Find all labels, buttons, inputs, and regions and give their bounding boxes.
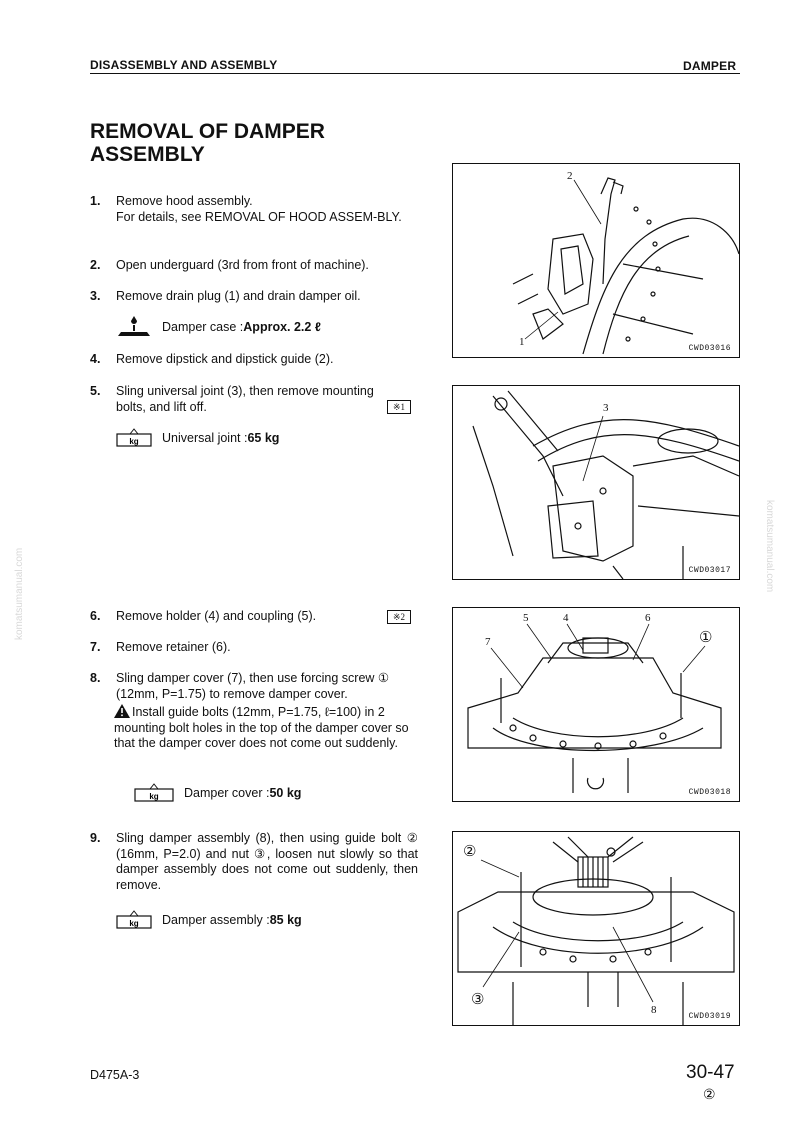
weight-icon-text: kg	[129, 919, 139, 928]
figure-4	[452, 831, 740, 1026]
callout-label: ①	[699, 630, 713, 646]
step-number: 3.	[90, 289, 101, 303]
figure-code: CWD03018	[688, 788, 731, 797]
section-header: DISASSEMBLY AND ASSEMBLY	[90, 58, 278, 72]
step-3	[90, 289, 420, 305]
oil-drain-icon	[116, 314, 152, 340]
step-number: 2.	[90, 258, 101, 272]
callout-label: ②	[463, 844, 477, 860]
assembly-value: 85 kg	[269, 913, 302, 927]
weight-icon	[134, 783, 174, 803]
joint-label: Universal joint :	[162, 431, 248, 445]
figure-2	[452, 385, 740, 580]
figure-code: CWD03017	[688, 566, 731, 575]
figure-code: CWD03019	[688, 1012, 731, 1021]
figure-4-drawing	[453, 832, 739, 1025]
step-number: 4.	[90, 352, 101, 366]
callout-label: ③	[471, 992, 485, 1008]
step-text: Remove holder (4) and coupling (5).	[116, 609, 317, 623]
step-8-warning	[114, 704, 424, 752]
step-number: 8.	[90, 671, 101, 685]
warning-icon	[114, 704, 130, 718]
watermark-right: komatsumanual.com	[764, 500, 775, 593]
footer-model: D475A-3	[90, 1068, 140, 1082]
cover-label: Damper cover :	[184, 786, 270, 800]
header-rule	[90, 73, 740, 74]
step-text: Sling universal joint (3), then remove mounting bolts, and lift off.	[116, 384, 374, 414]
reference-mark: ※2	[387, 610, 411, 624]
step-number: 5.	[90, 384, 101, 398]
step-number: 9.	[90, 831, 101, 845]
step-text: Remove dipstick and dipstick guide (2).	[116, 352, 334, 366]
step-9	[90, 831, 420, 893]
weight-icon-text: kg	[129, 437, 139, 446]
page-title: REMOVAL OF DAMPER ASSEMBLY	[90, 120, 325, 166]
callout-label: 2	[567, 170, 573, 182]
callout-label: 1	[519, 336, 525, 348]
reference-mark: ※1	[387, 400, 411, 414]
step-text: Sling damper assembly (8), then using guide bolt ② (16mm, P=2.0) and nut ③, loosen nut slowly so that damper assembly does not come out suddenly, then remove.	[116, 831, 418, 892]
figure-1-drawing	[453, 164, 739, 357]
cover-weight-note	[134, 783, 301, 803]
figure-2-drawing	[453, 386, 739, 579]
watermark-left: komatsumanual.com	[14, 547, 25, 640]
figure-3-drawing	[453, 608, 739, 801]
step-4	[90, 352, 420, 368]
cover-value: 50 kg	[269, 786, 302, 800]
step-text: Open underguard (3rd from front of machine).	[116, 258, 369, 272]
callout-label: 5	[523, 612, 529, 624]
step-text: Remove hood assembly. For details, see REMOVAL OF HOOD ASSEM-BLY.	[116, 194, 402, 224]
weight-icon-text: kg	[149, 792, 159, 801]
step-number: 6.	[90, 609, 101, 623]
assembly-weight-note	[116, 910, 302, 930]
step-text: Remove retainer (6).	[116, 640, 231, 654]
step-6	[90, 609, 420, 625]
weight-icon	[116, 428, 152, 448]
callout-label: 6	[645, 612, 651, 624]
figure-1	[452, 163, 740, 358]
footer-revision: ②	[703, 1086, 716, 1102]
oil-value: Approx. 2.2 ℓ	[243, 320, 321, 334]
step-2	[90, 258, 420, 274]
oil-capacity-note	[116, 314, 321, 340]
step-text: Sling damper cover (7), then use forcing screw ① (12mm, P=1.75) to remove damper cover.	[116, 671, 390, 701]
step-number: 7.	[90, 640, 101, 654]
callout-label: 7	[485, 636, 491, 648]
step-1	[90, 194, 420, 225]
figure-3	[452, 607, 740, 802]
callout-label: 8	[651, 1004, 657, 1016]
step-number: 1.	[90, 194, 101, 208]
step-5	[90, 384, 420, 415]
footer-page-number: 30-47	[686, 1062, 735, 1083]
assembly-label: Damper assembly :	[162, 913, 270, 927]
step-8	[90, 671, 420, 702]
weight-icon	[116, 910, 152, 930]
joint-weight-note	[116, 428, 279, 448]
oil-label: Damper case :	[162, 320, 244, 334]
step-text: Remove drain plug (1) and drain damper oil.	[116, 289, 361, 303]
figure-code: CWD03016	[688, 344, 731, 353]
callout-label: 4	[563, 612, 569, 624]
callout-label: 3	[603, 402, 609, 414]
step-7	[90, 640, 420, 656]
topic-header: DAMPER	[683, 59, 737, 73]
joint-value: 65 kg	[247, 431, 280, 445]
warning-text: Install guide bolts (12mm, P=1.75, ℓ=100) in 2 mounting bolt holes in the top of the damper cover so that the damper cover does not come out suddenly.	[114, 705, 409, 750]
